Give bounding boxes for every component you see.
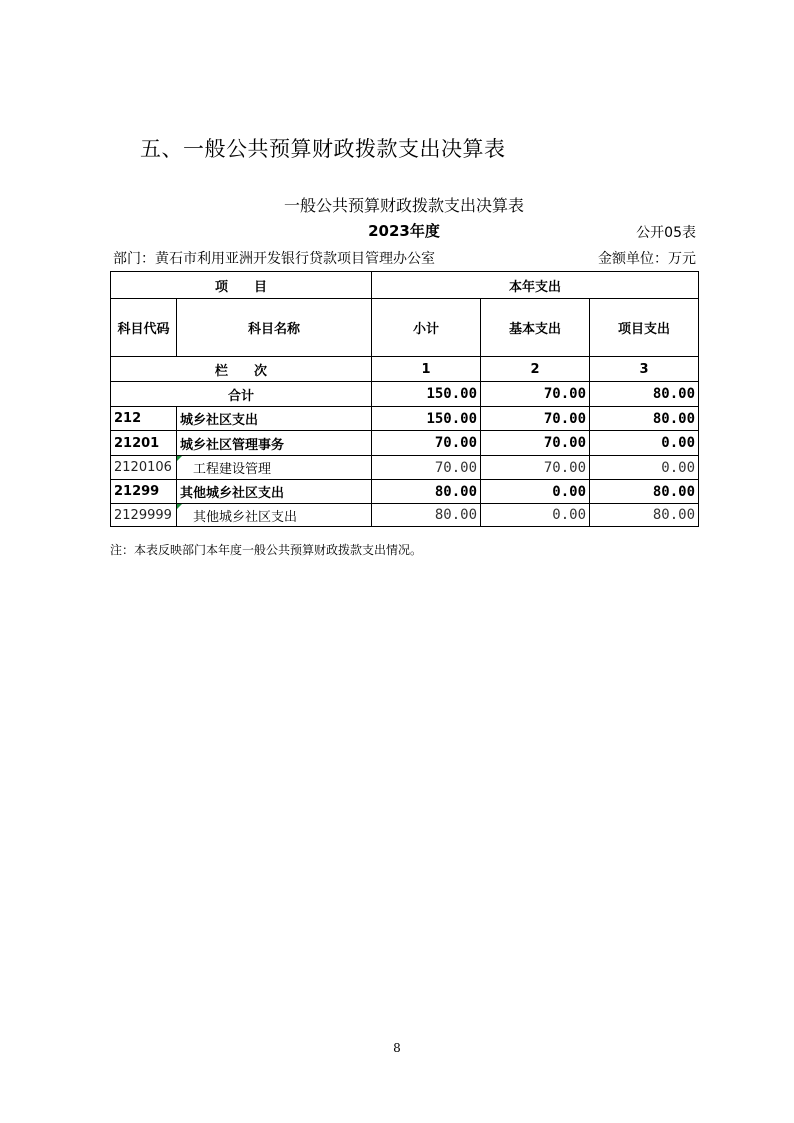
header-project: 项目支出: [590, 299, 699, 357]
col-index-3: 3: [590, 357, 699, 382]
row-project: 80.00: [590, 480, 699, 504]
row-subtotal: 80.00: [372, 504, 481, 527]
row-basic: 70.00: [481, 456, 590, 480]
row-basic: 0.00: [481, 480, 590, 504]
row-name: 其他城乡社区支出: [177, 480, 372, 504]
col-index-1: 1: [372, 357, 481, 382]
table-row: [111, 407, 699, 431]
row-name: 城乡社区支出: [177, 407, 372, 431]
row-subtotal: 150.00: [372, 407, 481, 431]
column-index-row: [111, 357, 699, 382]
total-subtotal: 150.00: [372, 382, 481, 407]
table-row: [111, 504, 699, 527]
col-index-2: 2: [481, 357, 590, 382]
header-row-1: [111, 272, 699, 299]
row-basic: 70.00: [481, 407, 590, 431]
row-name: 工程建设管理: [177, 456, 372, 480]
table-row: [111, 480, 699, 504]
header-item: 项 目: [111, 272, 372, 299]
row-project: 80.00: [590, 407, 699, 431]
row-subtotal: 70.00: [372, 456, 481, 480]
row-project: 0.00: [590, 431, 699, 456]
header-name: 科目名称: [177, 299, 372, 357]
amount-unit: 金额单位：万元: [598, 251, 696, 267]
header-current-expense: 本年支出: [372, 272, 699, 299]
row-code: 2129999: [111, 504, 177, 527]
header-row-2: [111, 299, 699, 357]
expenditure-table: [110, 271, 699, 527]
row-code: 2120106: [111, 456, 177, 480]
total-row: [111, 382, 699, 407]
form-code: 公开05表: [636, 225, 696, 241]
table-row: [111, 431, 699, 456]
row-basic: 0.00: [481, 504, 590, 527]
row-subtotal: 80.00: [372, 480, 481, 504]
header-basic: 基本支出: [481, 299, 590, 357]
row-name: 城乡社区管理事务: [177, 431, 372, 456]
row-name: 其他城乡社区支出: [177, 504, 372, 527]
table-note: 注：本表反映部门本年度一般公共预算财政拨款支出情况。: [110, 543, 423, 557]
total-basic: 70.00: [481, 382, 590, 407]
column-label: 栏 次: [111, 357, 372, 382]
row-code: 212: [111, 407, 177, 431]
total-label: 合计: [111, 382, 372, 407]
header-subtotal: 小计: [372, 299, 481, 357]
table-title: 一般公共预算财政拨款支出决算表: [283, 196, 524, 215]
section-heading: 五、一般公共预算财政拨款支出决算表: [140, 137, 506, 161]
row-code: 21299: [111, 480, 177, 504]
row-project: 80.00: [590, 504, 699, 527]
row-project: 0.00: [590, 456, 699, 480]
department-label: 部门：黄石市利用亚洲开发银行贷款项目管理办公室: [113, 251, 435, 267]
row-code: 21201: [111, 431, 177, 456]
row-basic: 70.00: [481, 431, 590, 456]
page-number: 8: [393, 1041, 401, 1055]
header-code: 科目代码: [111, 299, 177, 357]
total-project: 80.00: [590, 382, 699, 407]
row-subtotal: 70.00: [372, 431, 481, 456]
fiscal-year: 2023年度: [368, 222, 440, 240]
table-row: [111, 456, 699, 480]
